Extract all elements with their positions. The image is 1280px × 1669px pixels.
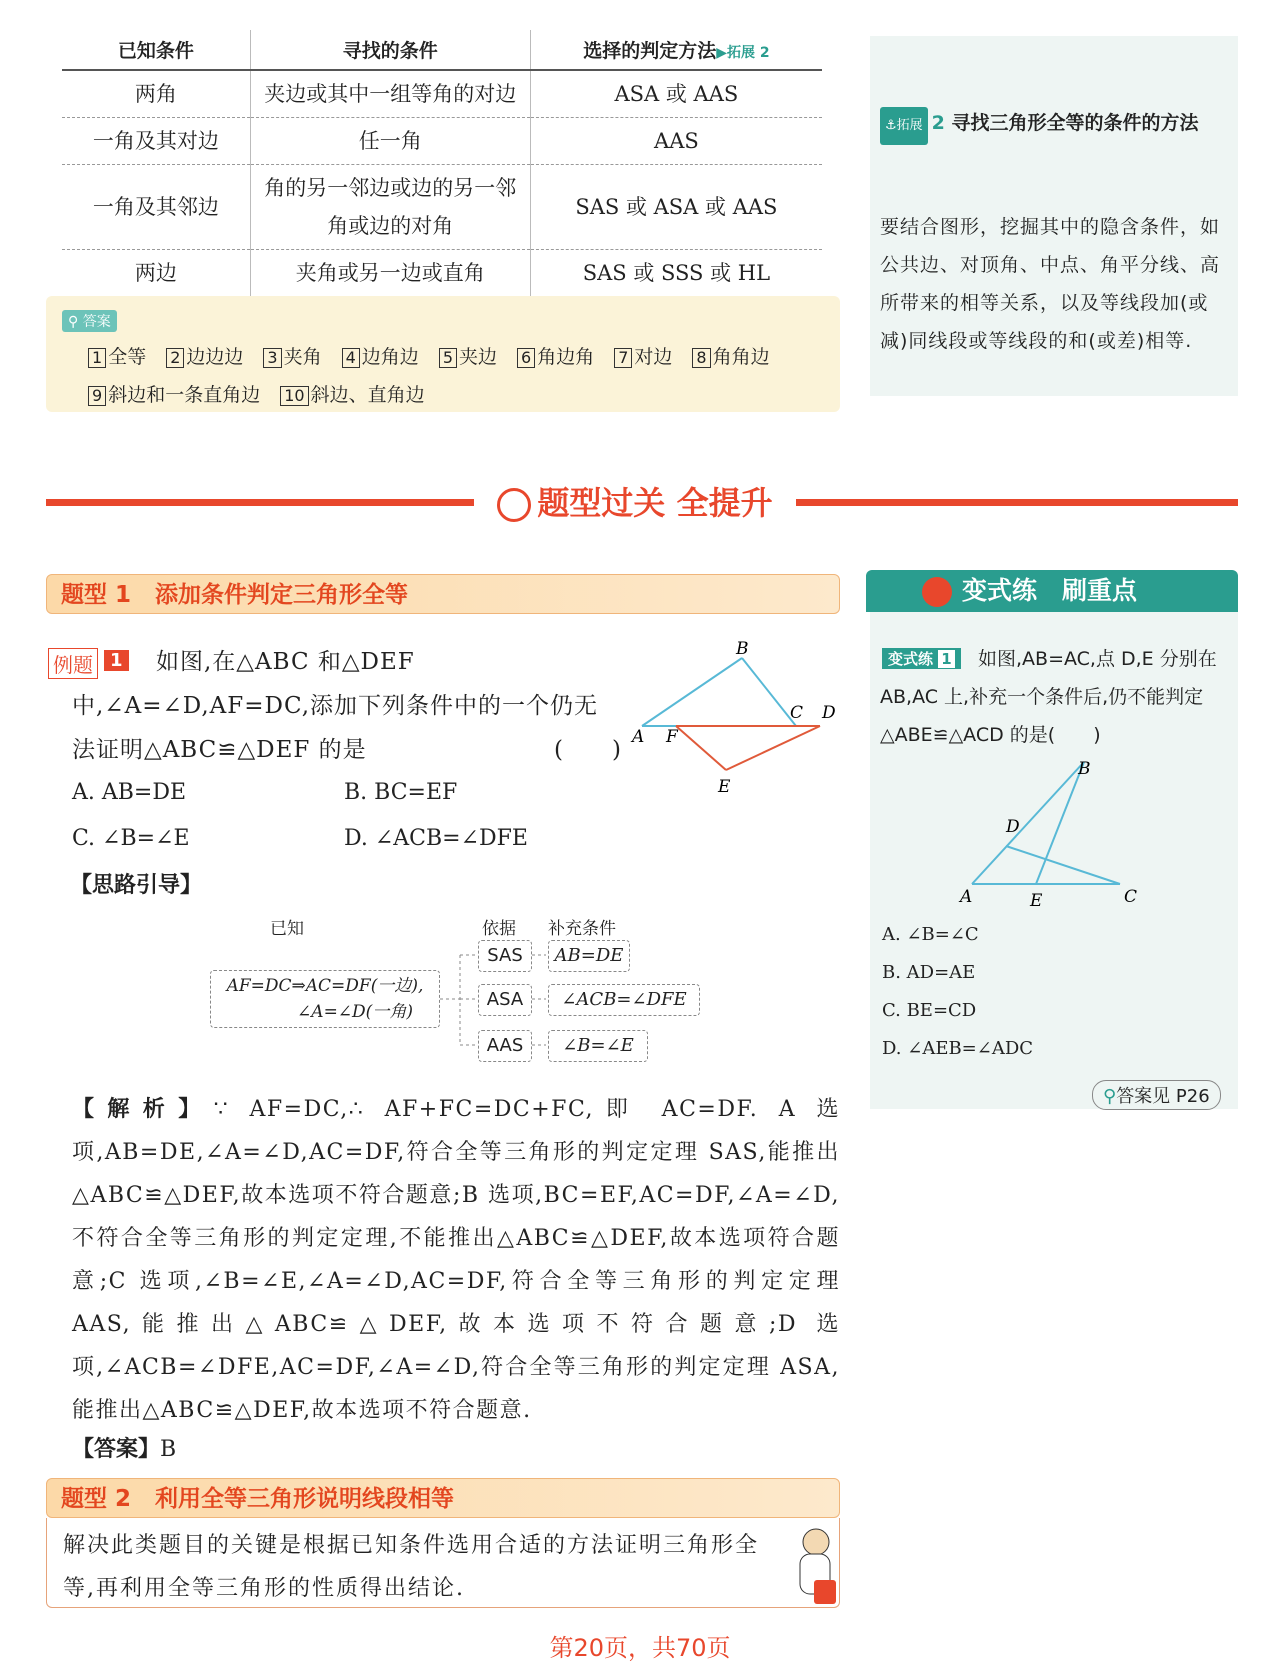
label-b: B (736, 640, 749, 659)
answer-number: 5 (439, 348, 457, 368)
table-header: 选择的判定方法▶拓展 2 (530, 30, 822, 70)
answer-number: 1 (88, 348, 106, 368)
label-e: E (1030, 891, 1043, 911)
flow-cond-3: ∠B=∠E (548, 1030, 648, 1062)
label-c: C (1124, 887, 1138, 907)
answer-text: 斜边和一条直角边 (108, 384, 261, 406)
divider-right (794, 499, 1238, 506)
practice-header: 变式练 刷重点 (866, 570, 1238, 612)
example-figure (626, 640, 846, 810)
practice-option-b[interactable]: B. AD=AE (882, 962, 976, 983)
label-b: B (1078, 759, 1091, 779)
answer-number: 2 (166, 348, 184, 368)
table-cell: 夹角或另一边或直角 (250, 250, 530, 298)
option-b[interactable]: B. BC=EF (344, 780, 458, 805)
answer-text: 全等 (108, 346, 147, 368)
example-stem: 如图,在△ABC 和△DEF 中,∠A=∠D,AF=DC,添加下列条件中的一个仍无法证明△ABC≌△DEF 的是 ( ) (72, 640, 622, 772)
guide-label: 【思路引导】 (70, 873, 203, 898)
see-answer-link[interactable]: ⚲答案见 P26 (1092, 1080, 1221, 1110)
answer-item (614, 338, 672, 376)
example-tag: 例题 (48, 648, 98, 679)
label-f: F (666, 727, 678, 747)
answer-item (692, 338, 769, 376)
flow-supplement-label: 补充条件 (548, 919, 616, 939)
key-icon: ⚲ (1103, 1086, 1117, 1107)
option-d[interactable]: D. ∠ACB=∠DFE (344, 826, 528, 851)
flow-rule-sas: SAS (478, 940, 532, 972)
extension-panel (870, 36, 1238, 396)
practice-option-c[interactable]: C. BE=CD (882, 1000, 977, 1021)
table-cell: SAS 或 ASA 或 AAS (530, 165, 822, 250)
table-header: 已知条件 (62, 30, 250, 70)
table-row (62, 118, 822, 165)
reader-icon (922, 577, 952, 607)
cube-icon (497, 488, 531, 522)
answer-number: 9 (88, 386, 106, 406)
answer-text: 夹边 (459, 346, 498, 368)
answer-tag: ⚲ 答案 (62, 310, 117, 332)
extension-link[interactable]: ▶拓展 2 (716, 45, 770, 61)
extension-title: ⚓拓展 2 寻找三角形全等的条件的方法 (880, 104, 1230, 145)
answer-number: 3 (263, 348, 281, 368)
divider-left (46, 499, 476, 506)
answer-text: 边边边 (186, 346, 244, 368)
answer-item (517, 338, 594, 376)
table-cell: 夹边或其中一组等角的对边 (250, 70, 530, 118)
answer-box (46, 296, 840, 412)
example-number: 1 (104, 650, 129, 671)
flow-basis-label: 依据 (482, 919, 516, 939)
table-cell: 角的另一邻边或边的另一邻角或边的对角 (250, 165, 530, 250)
option-c[interactable]: C. ∠B=∠E (72, 826, 190, 851)
flow-rule-aas: AAS (478, 1030, 532, 1062)
practice-figure (950, 756, 1150, 916)
extension-badge: ⚓拓展 (880, 107, 928, 145)
table-cell: AAS (530, 118, 822, 165)
answer-item (342, 338, 419, 376)
label-c: C (790, 703, 804, 723)
label-d: D (822, 703, 836, 723)
answer-item (88, 376, 260, 414)
table-cell: ASA 或 AAS (530, 70, 822, 118)
answer-blank: ( ) (554, 737, 622, 763)
key-icon: ⚲ (68, 314, 79, 330)
answer-number: 10 (280, 386, 308, 406)
answer-text: 角角边 (712, 346, 770, 368)
answer-number: 4 (342, 348, 360, 368)
answer-number: 6 (517, 348, 535, 368)
flow-cond-2: ∠ACB=∠DFE (548, 984, 700, 1016)
table-cell: 两角 (62, 70, 250, 118)
page-footer: 第20页，共70页 (549, 1634, 731, 1662)
type-header: 题型 2 利用全等三角形说明线段相等 (46, 1478, 840, 1518)
flow-cond-1: AB=DE (548, 940, 630, 972)
type2-body: 解决此类题目的关键是根据已知条件选用合适的方法证明三角形全等,再利用全等三角形的性质得出结论. (46, 1518, 840, 1608)
practice-option-a[interactable]: A. ∠B=∠C (882, 924, 979, 945)
answer-number: 7 (614, 348, 632, 368)
mascot-icon (786, 1524, 840, 1608)
table-row (62, 250, 822, 298)
answer-text: 角边角 (537, 346, 595, 368)
table-row (62, 165, 822, 250)
answer-text: 边角边 (361, 346, 419, 368)
answer-text: 斜边、直角边 (310, 384, 425, 406)
answer-item (439, 338, 497, 376)
practice-option-d[interactable]: D. ∠AEB=∠ADC (882, 1038, 1034, 1059)
label-d: D (1006, 817, 1020, 837)
table-cell: 两边 (62, 250, 250, 298)
table-header: 寻找的条件 (250, 30, 530, 70)
practice-tag: 变式练 1 (882, 648, 961, 669)
option-a[interactable]: A. AB=DE (72, 780, 187, 805)
flow-rule-asa: ASA (478, 984, 532, 1016)
answer-item (88, 338, 146, 376)
answer-item (263, 338, 321, 376)
flow-given-box: AF=DC⇒AC=DF(一边), ∠A=∠D(一角) (210, 970, 440, 1028)
answer-line: 【答案】B (72, 1437, 177, 1462)
answer-item (166, 338, 243, 376)
flow-known-label: 已知 (270, 919, 304, 939)
answer-item (280, 376, 424, 414)
section-banner: 题型过关 全提升 (474, 478, 796, 524)
answer-text: 夹角 (283, 346, 322, 368)
label-a: A (632, 727, 645, 747)
table-cell: 任一角 (250, 118, 530, 165)
analysis: 【解析】∵ AF=DC,∴ AF+FC=DC+FC,即 AC=DF. A 选项,AB=DE,∠A=∠D,AC=DF,符合全等三角形的判定定理 SAS,能推出△ABC≌△DEF,故本选项不符合题意;B 选项,BC=EF,AC=DF,∠A=∠D,不符合全等三角形的判定定理,不能推出△ABC≌△DEF,故本选项符合题意;C 选项,∠B=∠E,∠A=∠D,AC=DF,符合全等三角形的判定定理 AAS,能推出△ABC≌△DEF,故本选项不符合题意;D 选项,∠ACB=∠DFE,AC=DF,∠A=∠D,符合全等三角形的判定定理 ASA,能推出△ABC≌△DEF,故本选项不符合题意. (72, 1097, 840, 1423)
table-cell: 一角及其邻边 (62, 165, 250, 250)
answer-items (88, 338, 828, 414)
table-cell: 一角及其对边 (62, 118, 250, 165)
extension-body: 要结合图形，挖掘其中的隐含条件，如公共边、对顶角、中点、角平分线、高所带来的相等关系，以及等线段加(或减)同线段或等线段的和(或差)相等. (880, 216, 1221, 352)
label-a: A (960, 887, 973, 907)
practice-stem: 如图,AB=AC,点 D,E 分别在 AB,AC 上,补充一个条件后,仍不能判定△ABE≌△ACD 的是( ) (880, 648, 1217, 746)
answer-number: 8 (692, 348, 710, 368)
label-e: E (718, 777, 731, 797)
answer-text: 对边 (634, 346, 673, 368)
type-header: 题型 1 添加条件判定三角形全等 (46, 574, 840, 614)
table-header-row (62, 30, 822, 70)
table-row (62, 70, 822, 118)
table-cell: SAS 或 SSS 或 HL (530, 250, 822, 298)
conditions-table (62, 30, 822, 298)
